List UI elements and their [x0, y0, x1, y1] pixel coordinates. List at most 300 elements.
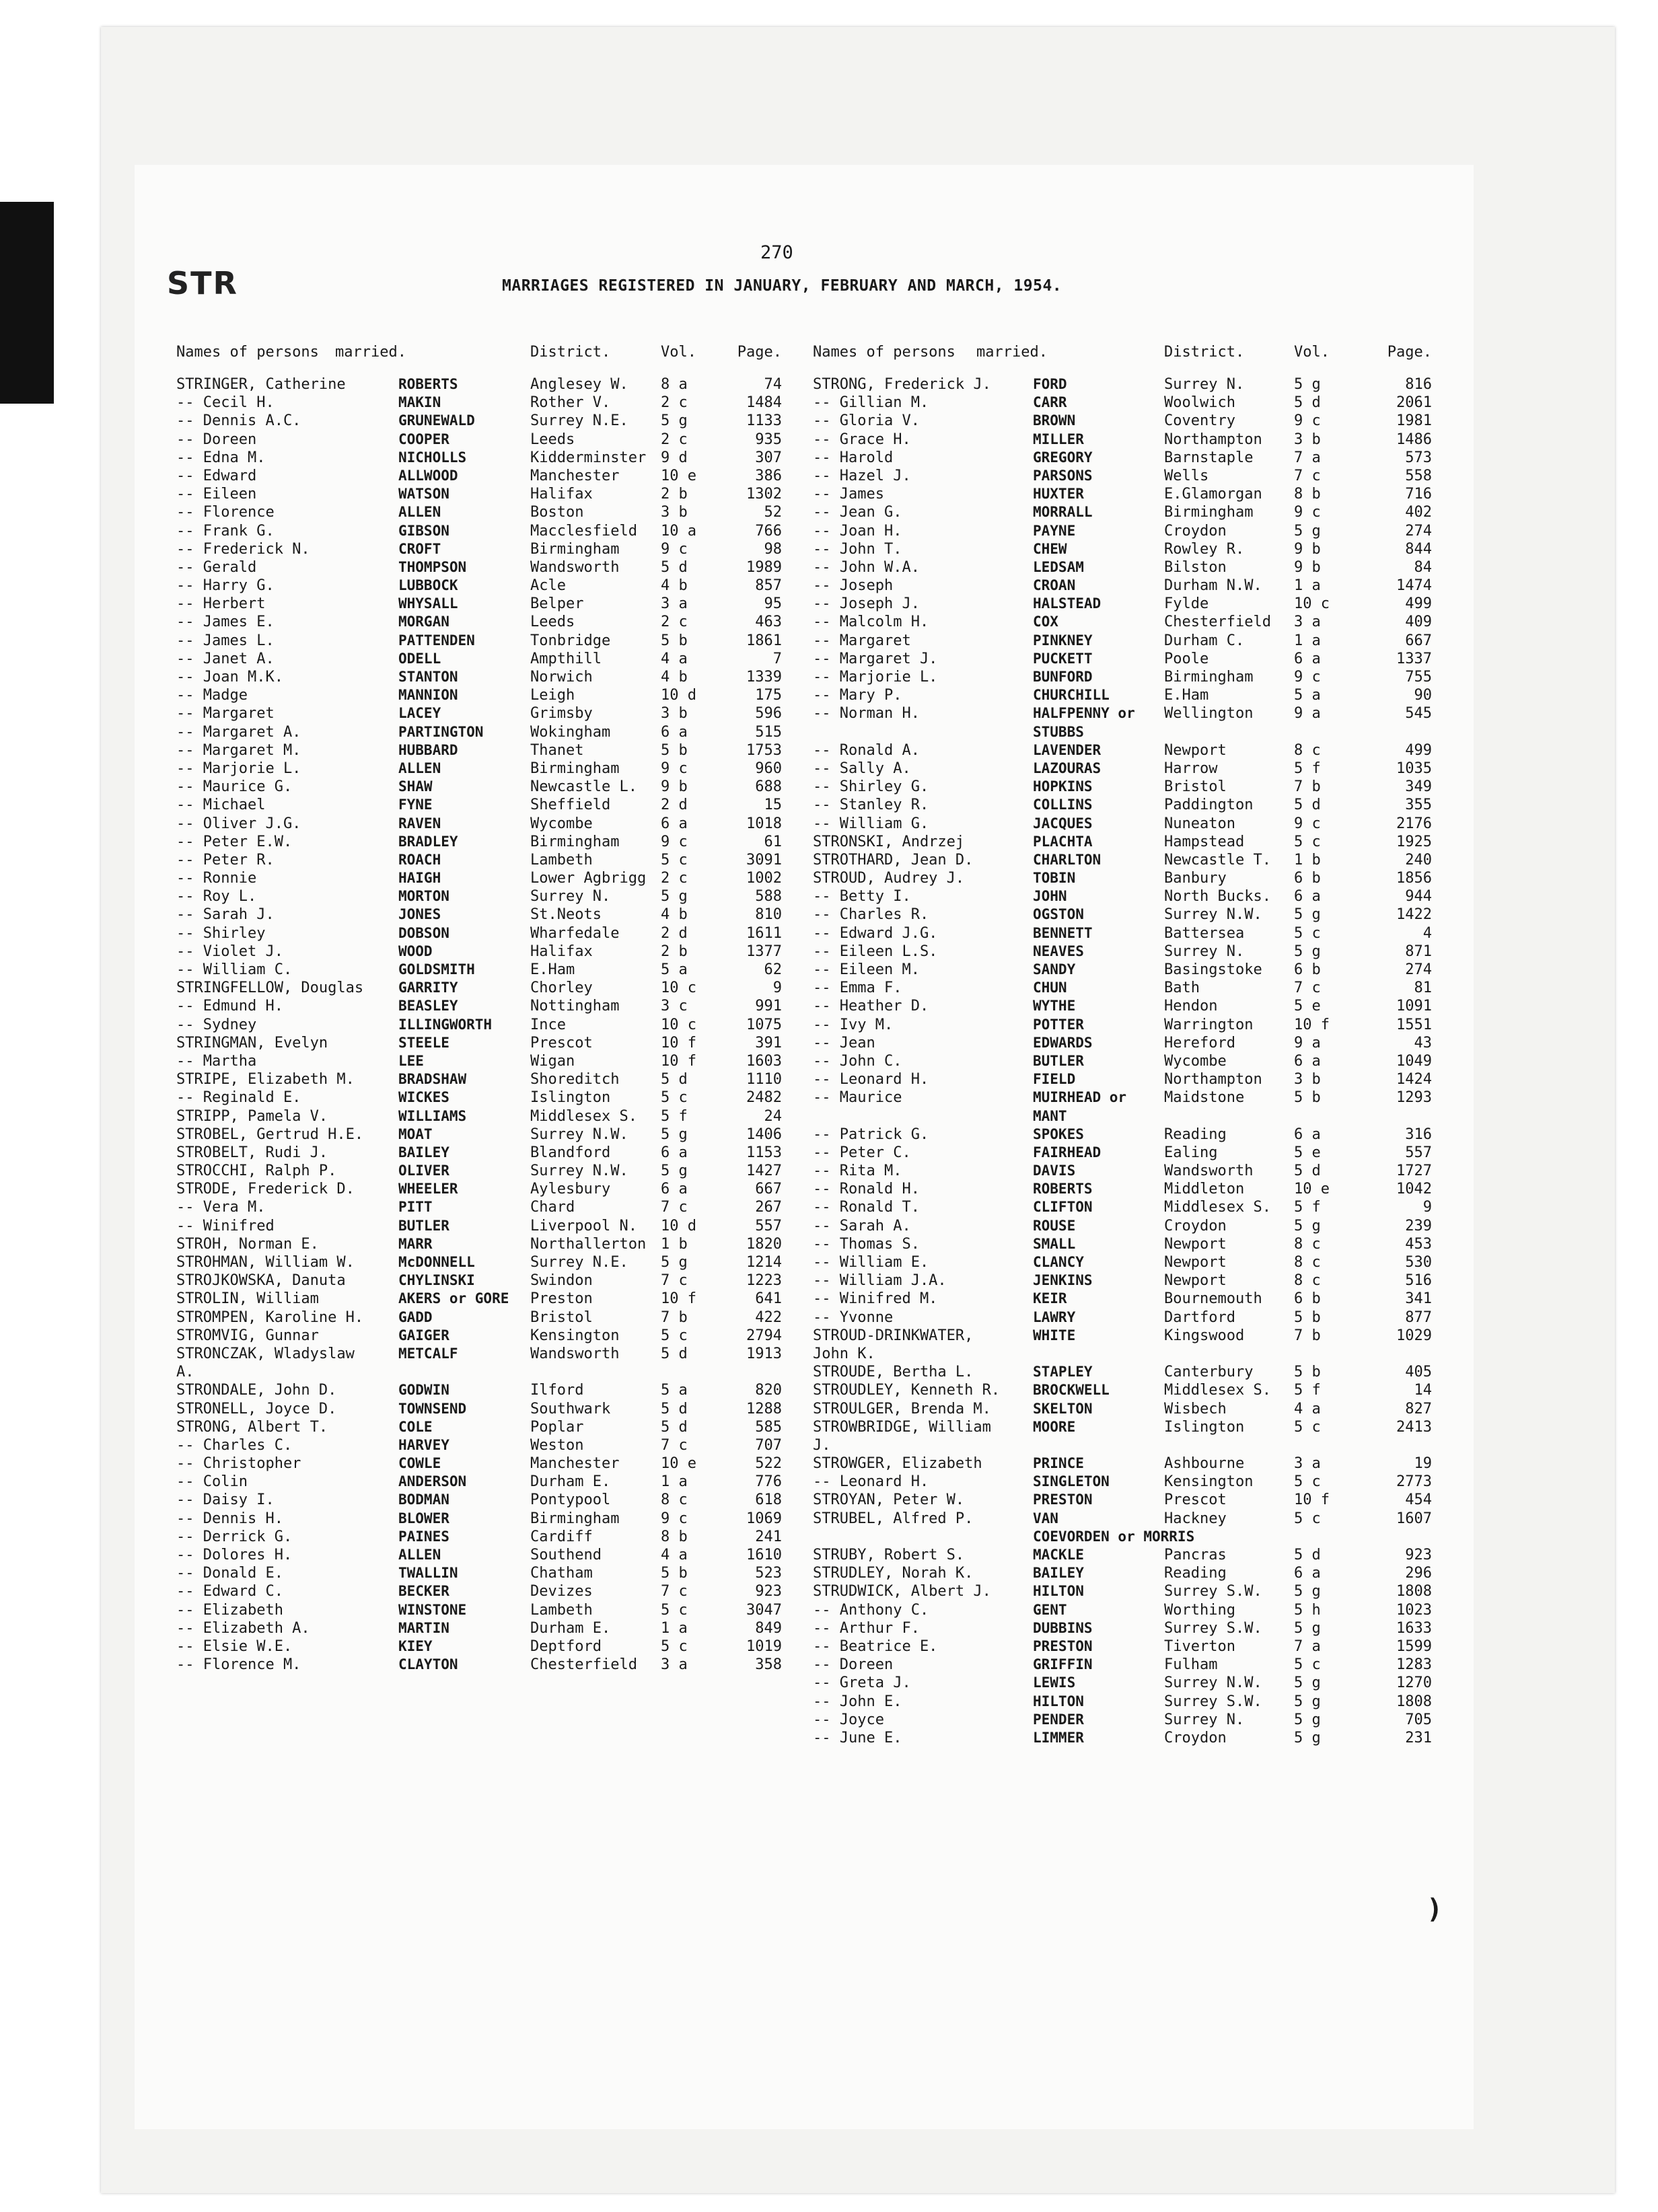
- spouse-surname: HILTON: [1033, 1693, 1084, 1709]
- page-ref: 766: [755, 522, 782, 540]
- entry-name: -- Margaret J.: [813, 650, 938, 667]
- volume: 10 e: [661, 467, 696, 484]
- entry-name: -- Emma F.: [813, 980, 902, 997]
- page-ref: 81: [1414, 980, 1432, 997]
- entry-name: -- Reginald E.: [176, 1089, 301, 1107]
- district: Manchester: [530, 1455, 620, 1473]
- volume: 3 b: [1294, 431, 1321, 448]
- page-ref: 1599: [1396, 1637, 1432, 1655]
- volume: 7 c: [661, 1199, 688, 1216]
- spouse-surname: McDONNELL: [398, 1254, 475, 1270]
- volume: 4 b: [661, 577, 688, 595]
- district: Paddington: [1164, 797, 1254, 814]
- spouse-surname: JENKINS: [1033, 1272, 1093, 1289]
- table-row: [176, 760, 782, 778]
- page-ref: 935: [755, 431, 782, 448]
- entry-name: -- Joseph J.: [813, 595, 920, 613]
- district: Newcastle T.: [1164, 851, 1271, 869]
- table-row: [813, 741, 1452, 760]
- spouse-surname: GOLDSMITH: [398, 961, 475, 978]
- page-ref: 422: [755, 1308, 782, 1326]
- table-row: [176, 1345, 782, 1363]
- header-names: [813, 343, 956, 361]
- page-ref: 923: [755, 1583, 782, 1600]
- volume: 3 b: [661, 705, 688, 723]
- volume: 5 b: [1294, 1089, 1321, 1107]
- table-row: [176, 833, 782, 851]
- entry-name: -- Joseph: [813, 577, 894, 595]
- spouse-surname: CLIFTON: [1033, 1199, 1093, 1216]
- volume: 5 b: [1294, 1364, 1321, 1381]
- table-row: [813, 760, 1452, 778]
- table-row: [813, 1198, 1452, 1216]
- page-ref: 705: [1405, 1711, 1432, 1728]
- spouse-surname: NEAVES: [1033, 943, 1084, 959]
- district: Surrey N.W.: [530, 1126, 628, 1143]
- district: Chatham: [530, 1565, 593, 1582]
- page-ref: 1727: [1396, 1163, 1432, 1180]
- district: Croydon: [1164, 522, 1227, 540]
- volume: 5 g: [661, 1254, 688, 1271]
- table-row: [813, 412, 1452, 430]
- table-row: [176, 1235, 782, 1253]
- entry-name: -- Anthony C.: [813, 1601, 929, 1619]
- entry-name: -- Margaret A.: [176, 723, 301, 741]
- entry-name: STROWGER, Elizabeth: [813, 1455, 982, 1473]
- district: Croydon: [1164, 1217, 1227, 1234]
- table-row: [176, 1381, 782, 1399]
- volume: 5 g: [1294, 943, 1321, 960]
- district: Ealing: [1164, 1144, 1218, 1161]
- district: Wokingham: [530, 723, 611, 741]
- volume: 8 c: [1294, 741, 1321, 759]
- page-ref: 1925: [1396, 833, 1432, 850]
- page-ref: 9: [1422, 1199, 1432, 1216]
- page-ref: 558: [1405, 467, 1432, 484]
- entry-name: STROYAN, Peter W.: [813, 1491, 965, 1509]
- district: Surrey N.E.: [530, 412, 628, 430]
- table-row: [176, 1491, 782, 1509]
- volume: 10 d: [661, 1217, 696, 1234]
- scanner-edge-bar: [0, 202, 54, 404]
- page-ref: 877: [1405, 1308, 1432, 1326]
- volume: 5 g: [1294, 1711, 1321, 1728]
- volume: 5 d: [661, 558, 688, 576]
- entry-name: -- Peter E.W.: [176, 833, 293, 850]
- entry-name: -- William G.: [813, 815, 929, 832]
- page-ref: 19: [1414, 1455, 1432, 1473]
- district: Northampton: [1164, 431, 1262, 448]
- district: Wharfedale: [530, 924, 620, 942]
- table-row: [813, 778, 1452, 796]
- spouse-surname: GENT: [1033, 1601, 1067, 1618]
- spouse-surname: DUBBINS: [1033, 1619, 1093, 1636]
- spouse-surname: STEELE: [398, 1034, 449, 1051]
- district: Fylde: [1164, 595, 1209, 613]
- entry-name: -- Sally A.: [813, 760, 911, 777]
- entry-name: -- Jean G.: [813, 504, 902, 521]
- page-ref: 1424: [1396, 1071, 1432, 1089]
- volume: 5 g: [1294, 1729, 1321, 1746]
- district: Bristol: [530, 1308, 593, 1326]
- district: Birmingham: [1164, 504, 1254, 521]
- page-ref: 960: [755, 760, 782, 777]
- entry-name: -- Donald E.: [176, 1565, 283, 1582]
- entry-name: -- Shirley: [176, 924, 266, 942]
- right-column: [813, 343, 1452, 1747]
- table-row: [813, 1546, 1452, 1564]
- table-row: [176, 595, 782, 613]
- spouse-surname: HAIGH: [398, 870, 441, 887]
- volume: 5 g: [1294, 906, 1321, 924]
- table-row: [813, 1637, 1452, 1656]
- spouse-surname: MAKIN: [398, 394, 441, 411]
- volume: 2 b: [661, 943, 688, 960]
- district: Ampthill: [530, 650, 602, 667]
- entry-name: -- June E.: [813, 1729, 902, 1746]
- entry-name: -- Edna M.: [176, 449, 266, 466]
- table-row: [813, 1363, 1452, 1381]
- entry-name: J.: [813, 1436, 831, 1454]
- page-ref: 522: [755, 1455, 782, 1473]
- spouse-surname: PARTINGTON: [398, 723, 484, 740]
- spouse-surname: HUBBARD: [398, 741, 458, 758]
- page-ref: 240: [1405, 851, 1432, 869]
- district: Wandsworth: [530, 1345, 620, 1362]
- district: Southwark: [530, 1400, 611, 1417]
- volume: 7 c: [661, 1436, 688, 1454]
- district: Aylesbury: [530, 1181, 611, 1198]
- district: Liverpool N.: [530, 1217, 637, 1234]
- spouse-surname: COX: [1033, 614, 1058, 630]
- district: Tonbridge: [530, 632, 611, 649]
- volume: 7 c: [661, 1272, 688, 1290]
- page-ref: 98: [764, 540, 782, 558]
- table-row: [813, 1693, 1452, 1711]
- table-row: [176, 375, 782, 394]
- entry-name: -- Yvonne: [813, 1308, 894, 1326]
- page-ref: 296: [1405, 1565, 1432, 1582]
- entry-name: -- Charles C.: [176, 1436, 293, 1454]
- header-vol: Vol.: [661, 344, 696, 361]
- spouse-surname: HILTON: [1033, 1583, 1084, 1600]
- volume: 4 a: [661, 650, 688, 667]
- entry-name: -- Winifred M.: [813, 1290, 938, 1308]
- volume: 4 a: [661, 1547, 688, 1563]
- district: Surrey N.: [1164, 1711, 1245, 1728]
- spouse-surname: BAILEY: [1033, 1565, 1084, 1582]
- table-row: [176, 1217, 782, 1235]
- table-row: [176, 1089, 782, 1107]
- volume: 5 d: [661, 1400, 688, 1417]
- spouse-surname: BLOWER: [398, 1510, 449, 1526]
- page-ref: 463: [755, 614, 782, 631]
- page-ref: 545: [1405, 705, 1432, 723]
- district: Surrey N.W.: [1164, 1674, 1262, 1692]
- district: Middlesex S.: [530, 1107, 637, 1125]
- spouse-surname: HOPKINS: [1033, 778, 1093, 795]
- volume: 1 a: [661, 1473, 688, 1491]
- page-ref: 1486: [1396, 431, 1432, 448]
- district: Leeds: [530, 431, 575, 448]
- district: Prescot: [1164, 1491, 1227, 1509]
- page-ref: 1484: [746, 394, 782, 412]
- district: Surrey N.E.: [530, 1254, 628, 1271]
- table-row: [813, 1711, 1452, 1729]
- volume: 5 g: [661, 888, 688, 906]
- page-ref: 1042: [1396, 1181, 1432, 1198]
- entry-name: -- Sydney: [176, 1016, 257, 1033]
- table-row: [813, 632, 1452, 650]
- district: Chorley: [530, 980, 593, 997]
- page-ref: 1133: [746, 412, 782, 430]
- spouse-surname: POTTER: [1033, 1016, 1084, 1033]
- page-ref: 1035: [1396, 760, 1432, 777]
- spouse-surname: CHEW: [1033, 540, 1067, 557]
- district: Lower Agbrigg: [530, 870, 647, 887]
- volume: 2 c: [661, 870, 688, 887]
- page-ref: 355: [1405, 797, 1432, 814]
- page-ref: 1075: [746, 1016, 782, 1033]
- spouse-surname: ODELL: [398, 650, 441, 667]
- table-row: [176, 1290, 782, 1308]
- spouse-surname: GODWIN: [398, 1382, 449, 1399]
- page-ref: 358: [755, 1656, 782, 1674]
- district: Birmingham: [1164, 669, 1254, 686]
- table-row: [813, 1510, 1452, 1528]
- spouse-surname: BROWN: [1033, 412, 1076, 429]
- table-row: [813, 467, 1452, 485]
- district: Wandsworth: [1164, 1163, 1254, 1180]
- page-ref: 386: [755, 467, 782, 484]
- volume: 8 c: [1294, 1235, 1321, 1253]
- volume: 5 c: [661, 1327, 688, 1344]
- spouse-surname: COOPER: [398, 431, 449, 447]
- spouse-surname: HARVEY: [398, 1436, 449, 1453]
- spouse-surname: WILLIAMS: [398, 1107, 467, 1124]
- spouse-surname: PLACHTA: [1033, 833, 1093, 850]
- district: Worthing: [1164, 1601, 1235, 1619]
- entry-name: STROLIN, William: [176, 1290, 319, 1308]
- table-row: [813, 540, 1452, 558]
- entry-name: -- Leonard H.: [813, 1071, 929, 1089]
- entry-name: STROH, Norman E.: [176, 1235, 319, 1253]
- page-ref: 849: [755, 1619, 782, 1637]
- spouse-surname: LACEY: [398, 705, 441, 722]
- entry-name: -- Janet A.: [176, 650, 275, 667]
- page-ref: 4: [1422, 924, 1432, 942]
- page-ref: 1633: [1396, 1619, 1432, 1637]
- entry-name: STRINGER, Catherine: [176, 376, 346, 393]
- spouse-surname: JONES: [398, 906, 441, 923]
- page-ref: 1302: [746, 486, 782, 503]
- spouse-surname: WHITE: [1033, 1327, 1076, 1343]
- table-row: [813, 851, 1452, 869]
- spouse-surname: GRUNEWALD: [398, 412, 475, 429]
- page-ref: 239: [1405, 1217, 1432, 1234]
- spouse-surname: PRINCE: [1033, 1455, 1084, 1472]
- page-ref: 707: [755, 1436, 782, 1454]
- page-ref: 1023: [1396, 1601, 1432, 1619]
- district: Blandford: [530, 1144, 611, 1161]
- spouse-surname: TWALLIN: [398, 1565, 458, 1582]
- spouse-surname: MACKLE: [1033, 1547, 1084, 1563]
- entry-name: -- Herbert: [176, 595, 266, 613]
- column-header: [176, 343, 782, 375]
- entry-name: STRUDWICK, Albert J.: [813, 1583, 991, 1600]
- volume: 7 b: [1294, 778, 1321, 796]
- table-row: [176, 1510, 782, 1528]
- page-ref: 1110: [746, 1071, 782, 1089]
- entry-name: -- John T.: [813, 540, 902, 558]
- volume: 8 c: [661, 1491, 688, 1509]
- spouse-surname: JACQUES: [1033, 815, 1093, 832]
- volume: 6 a: [1294, 650, 1321, 667]
- entry-name: STROUD-DRINKWATER,: [813, 1327, 974, 1344]
- table-row: [813, 485, 1452, 503]
- header-names: [176, 343, 319, 361]
- entry-name: STROUDE, Bertha L.: [813, 1364, 974, 1381]
- page-ref: 274: [1405, 522, 1432, 540]
- volume: 5 g: [1294, 1674, 1321, 1692]
- entry-name: -- Violet J.: [176, 943, 283, 960]
- table-row: [813, 1454, 1452, 1473]
- page-ref: 1283: [1396, 1656, 1432, 1674]
- spouse-surname: COEVORDEN or MORRIS: [1033, 1528, 1195, 1545]
- district: Lambeth: [530, 851, 593, 869]
- spouse-surname: LEWIS: [1033, 1674, 1076, 1691]
- entry-name: -- Martha: [176, 1052, 257, 1070]
- volume: 9 d: [661, 449, 688, 466]
- page-ref: 844: [1405, 540, 1432, 558]
- entry-name: -- Derrick G.: [176, 1528, 293, 1545]
- district: Surrey N.: [1164, 376, 1245, 393]
- spouse-surname: GIBSON: [398, 522, 449, 539]
- table-row: [813, 924, 1452, 943]
- district: Banbury: [1164, 870, 1227, 887]
- table-row: [176, 1637, 782, 1656]
- district: Basingstoke: [1164, 961, 1262, 978]
- spouse-surname: WOOD: [398, 943, 433, 959]
- volume: 5 d: [661, 1345, 688, 1362]
- district: Halifax: [530, 486, 593, 503]
- spouse-surname: PENDER: [1033, 1711, 1084, 1728]
- district: Durham C.: [1164, 632, 1245, 649]
- header-page: Page.: [737, 344, 782, 361]
- table-row: [813, 997, 1452, 1015]
- page-ref: 74: [764, 376, 782, 393]
- entry-name: -- Frank G.: [176, 522, 275, 540]
- district: Birmingham: [530, 1510, 620, 1527]
- spouse-surname: PINKNEY: [1033, 632, 1093, 649]
- page-ref: 1288: [746, 1400, 782, 1417]
- district: Surrey S.W.: [1164, 1693, 1262, 1710]
- spouse-surname: NICHOLLS: [398, 449, 467, 466]
- page-ref: 499: [1405, 741, 1432, 759]
- page-ref: 9: [772, 980, 782, 997]
- table-row: [813, 1235, 1452, 1253]
- entry-name: STROWBRIDGE, William: [813, 1418, 991, 1436]
- district: Northallerton: [530, 1235, 647, 1253]
- page-ref: 755: [1405, 669, 1432, 686]
- spouse-surname: WHYSALL: [398, 595, 458, 612]
- spouse-surname: VAN: [1033, 1510, 1058, 1526]
- page-ref: 1377: [746, 943, 782, 960]
- page-ref: 944: [1405, 888, 1432, 906]
- page-ref: 1422: [1396, 906, 1432, 924]
- page-ref: 1981: [1396, 412, 1432, 430]
- page-ref: 1474: [1396, 577, 1432, 595]
- table-row: [176, 1271, 782, 1290]
- spouse-surname: PUCKETT: [1033, 650, 1093, 667]
- volume: 2 c: [661, 394, 688, 412]
- table-row: [813, 522, 1452, 540]
- volume: 8 c: [1294, 1254, 1321, 1271]
- district: Rowley R.: [1164, 540, 1245, 558]
- volume: 5 d: [1294, 1163, 1321, 1180]
- volume: 9 b: [661, 778, 688, 796]
- page-ref: 530: [1405, 1254, 1432, 1271]
- spouse-surname: TOWNSEND: [398, 1400, 467, 1417]
- page-ref: 1607: [1396, 1510, 1432, 1527]
- table-row: [176, 851, 782, 869]
- spouse-surname: CROAN: [1033, 577, 1076, 594]
- entry-name: STRONSKI, Andrzej: [813, 833, 965, 850]
- table-row: [813, 558, 1452, 577]
- entry-name: -- Beatrice E.: [813, 1637, 938, 1655]
- district: Sheffield: [530, 797, 611, 814]
- table-row: [813, 1473, 1452, 1491]
- volume: 6 a: [1294, 1126, 1321, 1143]
- entry-name: -- James: [813, 486, 884, 503]
- spouse-surname: PARSONS: [1033, 467, 1093, 484]
- district: Bilston: [1164, 558, 1227, 576]
- table-row: [176, 1126, 782, 1144]
- volume: 10 f: [1294, 1491, 1330, 1509]
- volume: 3 c: [661, 998, 688, 1015]
- table-row: [813, 1144, 1452, 1162]
- district: Durham E.: [530, 1473, 611, 1491]
- page-ref: 1808: [1396, 1693, 1432, 1710]
- table-row: [813, 503, 1452, 521]
- spouse-surname: BODMAN: [398, 1491, 449, 1508]
- volume: 5 d: [661, 1418, 688, 1436]
- entry-name: -- Leonard H.: [813, 1473, 929, 1491]
- table-row: [176, 906, 782, 924]
- page-ref: 2413: [1396, 1418, 1432, 1436]
- header-vol: Vol.: [1294, 344, 1330, 361]
- page-ref: 1611: [746, 924, 782, 942]
- page-title: MARRIAGES REGISTERED IN JANUARY, FEBRUARY AND MARCH, 1954.: [502, 277, 1062, 295]
- spouse-surname: LAWRY: [1033, 1308, 1076, 1325]
- volume: 5 e: [1294, 998, 1321, 1015]
- volume: 3 b: [661, 504, 688, 521]
- district: Bath: [1164, 980, 1200, 997]
- entry-name: -- Cecil H.: [176, 394, 275, 412]
- page-ref: 2794: [746, 1327, 782, 1344]
- district: Middlesex S.: [1164, 1199, 1271, 1216]
- table-row: [813, 1345, 1452, 1363]
- entry-name: -- Florence M.: [176, 1656, 301, 1674]
- volume: 2 d: [661, 924, 688, 942]
- entry-name: -- Edward: [176, 467, 257, 484]
- page-ref: 2176: [1396, 815, 1432, 832]
- entry-name: -- Michael: [176, 797, 266, 814]
- district: Chesterfield: [1164, 614, 1271, 631]
- volume: 9 b: [1294, 540, 1321, 558]
- spouse-surname: MORGAN: [398, 614, 449, 630]
- entry-name: -- Margaret M.: [176, 741, 301, 759]
